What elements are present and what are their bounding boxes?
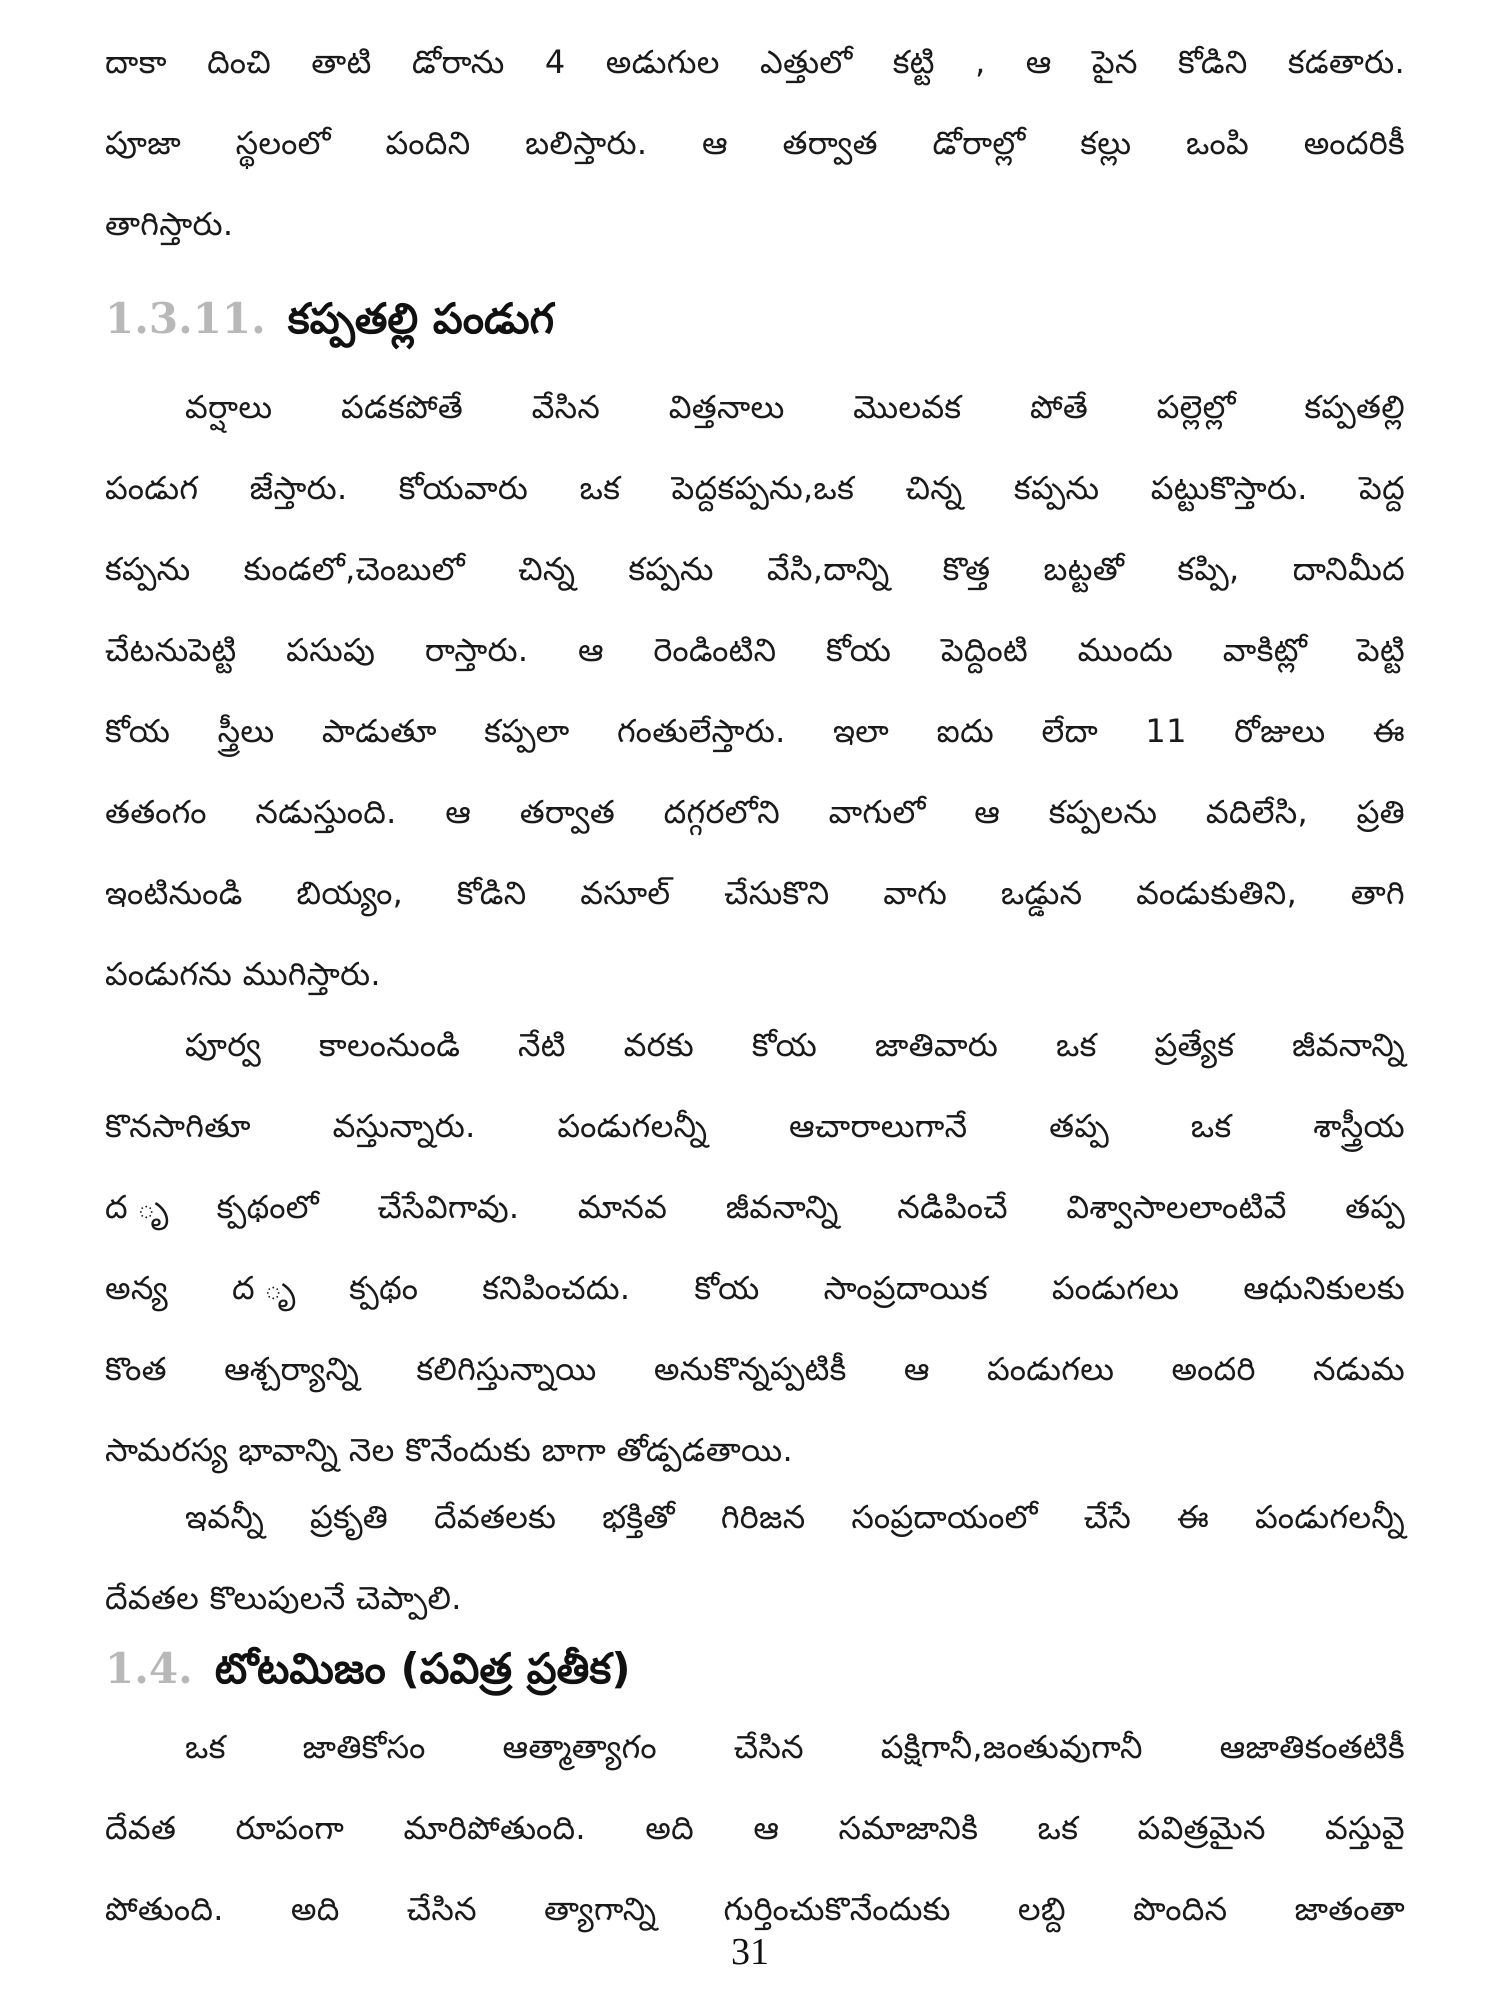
text-line: పూర్వ కాలంనుండి నేటి వరకు కోయ జాతివారు ఒక ప్రత్యేక జీవనాన్ని [185,1026,1405,1064]
text-line: కప్పను కుండలో,చెంబులో చిన్న కప్పను వేసి,దాన్ని కొత్త బట్టతో కప్పి, దానిమీద [105,550,1405,588]
text-line: తతంగం నడుస్తుంది. ఆ తర్వాత దగ్గరలోని వాగులో ఆ కప్పలను వదిలేసి, ప్రతి [105,793,1405,831]
text-line: దేవతల కొలుపులనే చెప్పాలి. [105,1579,462,1617]
text-line: పండుగ జేస్తారు. కోయవారు ఒక పెద్దకప్పను,ఒక చిన్న కప్పను పట్టుకొస్తారు. పెద్ద [105,469,1405,507]
text-line: తాగిస్తారు. [105,205,234,243]
text-line: కొంత ఆశ్చర్యాన్ని కలిగిస్తున్నాయి అనుకొన్నప్పటికీ ఆ పండుగలు అందరి నడుమ [105,1350,1405,1388]
kappatalli-paragraph [105,367,1405,1015]
text-line: పండుగను ముగిస్తారు. [105,955,381,993]
text-line: ఇంటినుండి బియ్యం, కోడిని వసూల్ చేసుకొని వాగు ఒడ్డున వండుకుతిని, తాగి [105,874,1405,912]
text-line: కోయ స్త్రీలు పాడుతూ కప్పలా గంతులేస్తారు. ఇలా ఐదు లేదా 11 రోజులు ఈ [105,712,1405,750]
purva-paragraph [105,1005,1405,1491]
text-line: పూజా స్థలంలో పందిని బలిస్తారు. ఆ తర్వాత డోరాల్లో కల్లు ఒంపి అందరికీ [105,124,1405,162]
text-line: ద ృక్పథంలో చేసేవిగావు. మానవ జీవనాన్ని నడిపించే విశ్వాసాలలాంటివే తప్ప [105,1188,1405,1226]
intro-paragraph [105,22,1405,265]
section-number: 1.4. [105,1644,193,1693]
totemism-paragraph [105,1707,1405,1950]
text-line: దేవత రూపంగా మారిపోతుంది. అది ఆ సమాజానికి ఒక పవిత్రమైన వస్తువై [105,1809,1405,1847]
text-line: దాకా దించి తాటి డోరాను 4 అడుగుల ఎత్తులో కట్టి , ఆ పైన కోడిని కడతారు. [105,43,1405,81]
text-line: కొనసాగితూ వస్తున్నారు. పండుగలన్నీ ఆచారాలుగానే తప్ప ఒక శాస్త్రీయ [105,1107,1405,1145]
ivanni-paragraph [105,1477,1405,1639]
section-title: టోటమిజం (పవిత్ర ప్రతీక) [214,1644,631,1693]
section-number: 1.3.11. [105,294,266,343]
text-line: సామరస్య భావాన్ని నెల కొనేందుకు బాగా తోడ్పడతాయి. [105,1431,793,1469]
section-title: కప్పతల్లి పండుగ [287,294,555,343]
text-line: అన్య ద ృక్పథం కనిపించదు. కోయ సాంప్రదాయిక పండుగలు ఆధునికులకు [105,1269,1405,1307]
section-heading-1-3-11 [105,284,554,354]
text-line: పోతుంది. అది చేసిన త్యాగాన్ని గుర్తించుకొనేందుకు లబ్ది పొందిన జాతంతా [105,1890,1405,1928]
text-line: ఇవన్నీ ప్రకృతి దేవతలకు భక్తితో గిరిజన సంప్రదాయంలో చేసే ఈ పండుగలన్నీ [185,1498,1405,1536]
section-heading-1-4 [105,1634,631,1704]
page-number: 31 [731,1931,769,1973]
text-line: వర్షాలు పడకపోతే వేసిన విత్తనాలు మొలవక పోతే పల్లెల్లో కప్పతల్లి [185,388,1405,426]
text-line: చేటనుపెట్టి పసుపు రాస్తారు. ఆ రెండింటిని కోయ పెద్దింటి ముందు వాకిట్లో పెట్టి [105,631,1405,669]
text-line: ఒక జాతికోసం ఆత్మాత్యాగం చేసిన పక్షిగానీ,జంతువుగానీ ఆజాతికంతటికీ [185,1728,1405,1766]
